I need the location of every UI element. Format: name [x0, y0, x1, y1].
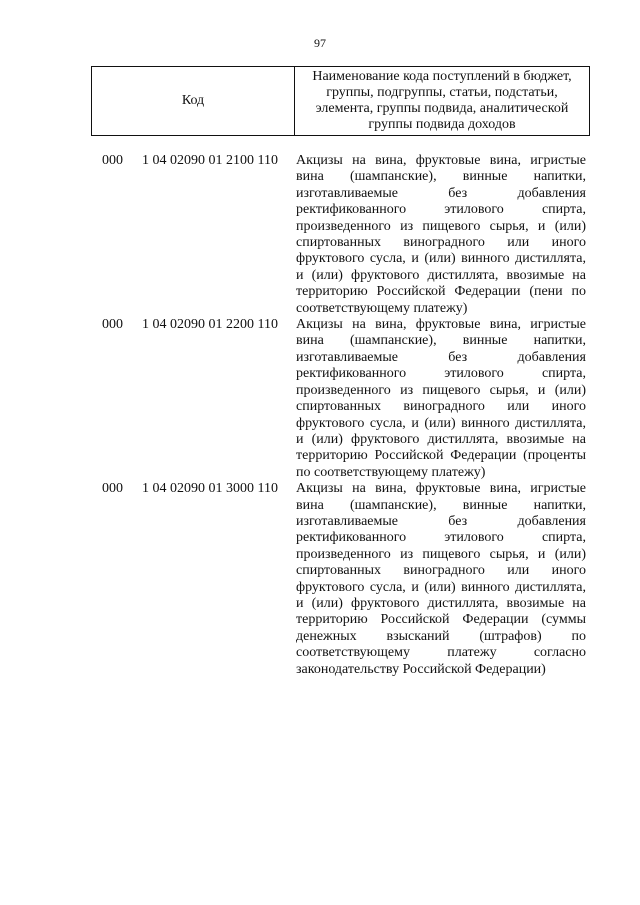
description-line: Акцизы на вина, фруктовые вина, игристые — [296, 317, 586, 333]
table-header — [91, 66, 590, 136]
description-line: изготавливаемые без добавления — [296, 185, 586, 201]
description-line: Акцизы на вина, фруктовые вина, игристые — [296, 153, 586, 168]
description-line: фруктового сусла, и (или) винного дистиллята, — [296, 251, 586, 267]
description-line: произведенного из пищевого сырья, и (или) — [296, 382, 586, 398]
header-code-column: Код — [92, 67, 295, 135]
description-line: изготавливаемые без добавления — [296, 513, 586, 529]
description-line: произведенного из пищевого сырья, и (или) — [296, 546, 586, 562]
revenue-code: 1 04 02090 01 3000 110 — [142, 481, 278, 497]
description-line: спиртованных виноградного или иного — [296, 399, 586, 415]
admin-code: 000 — [102, 317, 123, 333]
description-line: соответствующему платежу) — [296, 300, 468, 316]
description-line: фруктового сусла, и (или) винного дистиллята, — [296, 579, 586, 595]
description-line: ректификованного этилового спирта, — [296, 366, 586, 382]
table-row — [0, 153, 640, 317]
description-line: территорию Российской Федерации (проценты — [296, 448, 586, 464]
description-line: спиртованных виноградного или иного — [296, 563, 586, 579]
description-line: соответствующему платежу согласно — [296, 645, 586, 661]
description-line: законодательству Российской Федерации) — [296, 661, 546, 677]
description-line: спиртованных виноградного или иного — [296, 235, 586, 251]
description-line: и (или) фруктового дистиллята, ввозимые на — [296, 595, 586, 611]
description-line: Акцизы на вина, фруктовые вина, игристые — [296, 481, 586, 497]
description-line: по соответствующему платежу) — [296, 464, 486, 480]
table-row — [0, 317, 640, 481]
page-number: 97 — [314, 36, 326, 50]
description-line: фруктового сусла, и (или) винного дистиллята, — [296, 415, 586, 431]
description-line: вина (шампанские), винные напитки, — [296, 497, 586, 513]
description-line: территорию Российской Федерации (суммы — [296, 612, 586, 628]
description-line: вина (шампанские), винные напитки, — [296, 169, 586, 185]
description-line: и (или) фруктового дистиллята, ввозимые на — [296, 267, 586, 283]
revenue-code: 1 04 02090 01 2100 110 — [142, 153, 278, 168]
header-name-column: Наименование кода поступлений в бюджет, группы, подгруппы, статьи, подстатьи, элемента, группы подвида, аналитической группы подвида доходов — [312, 69, 572, 132]
admin-code: 000 — [102, 153, 123, 168]
description-line: вина (шампанские), винные напитки, — [296, 333, 586, 349]
admin-code: 000 — [102, 481, 123, 497]
description-line: денежных взысканий (штрафов) по — [296, 628, 586, 644]
revenue-code: 1 04 02090 01 2200 110 — [142, 317, 278, 333]
description-line: ректификованного этилового спирта, — [296, 530, 586, 546]
description-line: ректификованного этилового спирта, — [296, 202, 586, 218]
description-line: изготавливаемые без добавления — [296, 349, 586, 365]
description-line: произведенного из пищевого сырья, и (или) — [296, 218, 586, 234]
table-row — [0, 481, 640, 678]
revenue-description — [296, 153, 586, 317]
description-line: и (или) фруктового дистиллята, ввозимые на — [296, 431, 586, 447]
revenue-description — [296, 481, 586, 678]
revenue-description — [296, 317, 586, 481]
description-line: территорию Российской Федерации (пени по — [296, 284, 586, 300]
entries-list — [0, 153, 640, 678]
